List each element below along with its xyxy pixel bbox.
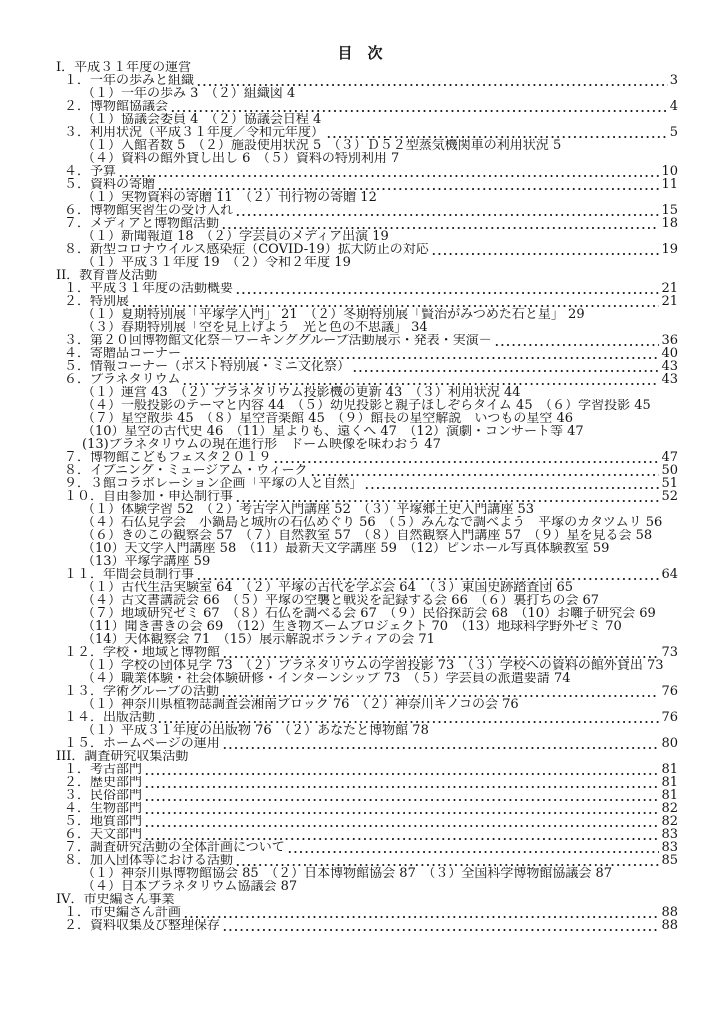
toc-subentry: （１）協議会委員 4 （２）協議会日程 4 bbox=[82, 113, 322, 126]
toc-entry-label: １．考古部門 bbox=[64, 763, 143, 776]
toc-entry-label: ２．博物館協議会 bbox=[64, 100, 169, 113]
toc-entry-label: １．一年の歩みと組織 bbox=[64, 74, 195, 87]
toc-entry-label: ３．民俗部門 bbox=[64, 789, 143, 802]
toc-subentry: （11）聞き書きの会 69 （12）生き物ズームプロジェクト 70 （13）地球科学野外ゼミ 70 bbox=[82, 620, 622, 633]
toc-entry bbox=[52, 919, 678, 932]
toc-subentry: （１）新聞報道 18 （２）学芸員のメディア出演 19 bbox=[82, 230, 389, 243]
toc-entry-label: １．市史編さん計画 bbox=[64, 906, 182, 919]
dot-leader bbox=[143, 763, 659, 776]
dot-leader bbox=[143, 815, 659, 828]
toc-subentry: （４）日本プラネタリウム協議会 87 bbox=[82, 880, 298, 893]
toc-entry-label: １０．自由参加・申込制行事 bbox=[64, 490, 234, 503]
dot-leader bbox=[430, 243, 660, 256]
toc-entry bbox=[52, 347, 678, 360]
page-number: 4 bbox=[669, 100, 678, 113]
page-number: 80 bbox=[661, 737, 678, 750]
toc-entry-label: ２．資料収集及び整理保存 bbox=[64, 919, 221, 932]
page-number: 10 bbox=[661, 165, 678, 178]
toc-entry bbox=[52, 568, 678, 581]
toc-entry bbox=[52, 776, 678, 789]
toc-subentry: （10）天文学入門講座 58 （11）最新天文学講座 59 （12）ピンホール写真体験教室 59 bbox=[82, 542, 610, 555]
dot-leader bbox=[195, 568, 659, 581]
section-heading: II．教育普及活動 bbox=[56, 269, 158, 282]
page-number: 82 bbox=[661, 815, 678, 828]
page-number: 52 bbox=[661, 490, 678, 503]
page-number: 15 bbox=[661, 204, 678, 217]
toc-subentry: （１）神奈川県博物館協会 85 （２）日本博物館協会 87 （３）全国科学博物館協議会 87 bbox=[82, 867, 613, 880]
dot-leader bbox=[286, 841, 660, 854]
toc-entry-label: ７．調査研究活動の全体計画について bbox=[64, 841, 285, 854]
toc-entry-label: １５．ホームページの運用 bbox=[64, 737, 220, 750]
toc-entry-label: １３．学術グループの活動 bbox=[64, 685, 219, 698]
toc-subentry: （４）職業体験・社会体験研修・インターンシップ 73 （５）学芸員の派遣要請 74 bbox=[82, 672, 571, 685]
page-number: 51 bbox=[661, 477, 678, 490]
toc-entry-label: ５．地質部門 bbox=[64, 815, 143, 828]
page-number: 47 bbox=[661, 451, 678, 464]
dot-leader bbox=[234, 204, 659, 217]
page-number: 40 bbox=[661, 347, 678, 360]
toc-subentry: （４）資料の館外貸し出し 6 （５）資料の特別利用 7 bbox=[82, 152, 400, 165]
toc-entry-label: ７．メディアと博物館活動 bbox=[64, 217, 219, 230]
dot-leader bbox=[169, 100, 668, 113]
dot-leader bbox=[182, 906, 659, 919]
toc-subentry: （１）平成３１年度 19 （２）令和２年度 19 bbox=[82, 256, 351, 269]
toc-subentry: （４）古文書講読会 66 （５）平塚の空襲と戦災を記録する会 66 （６）裏打ちの会 67 bbox=[82, 594, 600, 607]
dot-leader bbox=[351, 360, 659, 373]
dot-leader bbox=[220, 217, 659, 230]
toc-entry bbox=[52, 451, 678, 464]
toc-subentry: （１）学校の団体見学 73 （２）プラネタリウムの学習投影 73 （３）学校への資料の館外貸出 73 bbox=[82, 659, 664, 672]
toc-subentry: （１）入館者数 5 （２）施設使用状況 5 （３）Ｄ５２型蒸気機関車の利用状況 5 bbox=[82, 139, 562, 152]
page-number: 88 bbox=[661, 919, 678, 932]
dot-leader bbox=[234, 282, 659, 295]
toc-subentry: （３）春期特別展「空を見上げよう 光と色の不思議」 34 bbox=[82, 321, 428, 334]
toc-entry bbox=[52, 906, 678, 919]
toc-entry-label: ４．寄贈品コーナー bbox=[64, 347, 182, 360]
page-number: 21 bbox=[661, 282, 678, 295]
toc-subentry: （10）星空の古代史 46 （11）星よりも、遠くへ 47 （12）演劇・コンサート等 47 bbox=[82, 425, 584, 438]
toc-entry-label: ８．新型コロナウイルス感染症（COVID-19）拡大防止の対応 bbox=[64, 243, 429, 256]
page-number: 3 bbox=[669, 74, 678, 87]
toc-entry bbox=[52, 685, 678, 698]
toc-entry-label: ５．情報コーナー（ポスト特別展・ミニ文化祭） bbox=[64, 360, 351, 373]
table-of-contents bbox=[52, 61, 678, 932]
toc-entry bbox=[52, 100, 678, 113]
dot-leader bbox=[182, 347, 659, 360]
section-heading: IV．市史編さん事業 bbox=[56, 893, 175, 906]
page-number: 5 bbox=[669, 126, 678, 139]
toc-entry bbox=[52, 490, 678, 503]
page-number: 85 bbox=[661, 854, 678, 867]
toc-entry bbox=[52, 243, 678, 256]
page-number: 81 bbox=[661, 763, 678, 776]
page-number: 81 bbox=[661, 776, 678, 789]
page-number: 21 bbox=[661, 295, 678, 308]
toc-entry bbox=[52, 763, 678, 776]
toc-entry bbox=[52, 711, 678, 724]
page-number: 19 bbox=[661, 243, 678, 256]
toc-entry-label: １２．学校・地域と博物館 bbox=[64, 646, 221, 659]
dot-leader bbox=[221, 919, 659, 932]
dot-leader bbox=[156, 178, 659, 191]
toc-entry-label: ６．博物館実習生の受け入れ bbox=[64, 204, 234, 217]
dot-leader bbox=[143, 828, 659, 841]
dot-leader bbox=[143, 802, 659, 815]
page-number: 43 bbox=[661, 373, 678, 386]
toc-subentry: （１）実物資料の寄贈 11 （２）刊行物の寄贈 12 bbox=[82, 191, 377, 204]
toc-entry bbox=[52, 477, 678, 490]
toc-subentry: （１）夏期特別展「平塚学入門」 21 （２）冬期特別展「賢治がみつめた石と星」 29 bbox=[82, 308, 585, 321]
toc-entry-label: ５．資料の寄贈 bbox=[64, 178, 156, 191]
toc-entry-label: ３．第２０回博物館文化祭－ワーキンググループ活動展示・発表・実演－ bbox=[64, 334, 492, 347]
page-number: 83 bbox=[661, 828, 678, 841]
toc-entry-label: ８．イブニング・ミュージアム・ウィーク bbox=[64, 464, 308, 477]
toc-subentry: （７）星空散歩 45 （８）星空音楽館 45 （９）館長の星空解説 いつもの星空 46 bbox=[82, 412, 574, 425]
page-number: 83 bbox=[661, 841, 678, 854]
toc-subentry: （６）きのこの観察会 57 （７）自然教室 57 （８）自然観察入門講座 57 （９）星を見る会 58 bbox=[82, 529, 653, 542]
toc-entry-label: ３．利用状況（平成３１年度／令和元年度） bbox=[64, 126, 325, 139]
toc-subentry: （１）神奈川県植物誌調査会湘南ブロック 76 （２）神奈川キノコの会 76 bbox=[82, 698, 519, 711]
toc-entry bbox=[52, 789, 678, 802]
dot-leader bbox=[117, 165, 659, 178]
toc-entry bbox=[52, 854, 678, 867]
toc-entry-label: ４．予算 bbox=[64, 165, 117, 178]
toc-subentry: （１）体験学習 52 （２）考古学入門講座 52 （３）平塚郷土史入門講座 53 bbox=[82, 503, 535, 516]
dot-leader bbox=[195, 74, 668, 87]
page-number: 76 bbox=[661, 685, 678, 698]
toc-entry bbox=[52, 360, 678, 373]
page-number: 64 bbox=[661, 568, 678, 581]
toc-title: 目 次 bbox=[337, 44, 383, 62]
toc-entry-label: １．平成３１年度の活動概要 bbox=[64, 282, 234, 295]
dot-leader bbox=[143, 789, 659, 802]
toc-entry bbox=[52, 204, 678, 217]
toc-entry bbox=[52, 815, 678, 828]
dot-leader bbox=[220, 685, 659, 698]
toc-entry bbox=[52, 737, 678, 750]
toc-subentry: （７）地域研究ゼミ 67 （８）石仏を調べる会 67 （９）民俗探訪会 68 （10）お囃子研究会 69 bbox=[82, 607, 656, 620]
toc-entry bbox=[52, 841, 678, 854]
dot-leader bbox=[234, 490, 659, 503]
toc-entry-label: ９．３館コラボレーション企画「平塚の人と自然」 bbox=[64, 477, 363, 490]
toc-entry-label: １１．年間会員制行事 bbox=[64, 568, 195, 581]
toc-subentry: （４）一般投影のテーマと内容 44 （５）幼児投影と親子ほしぞらタイム 45 （６）学習投影 45 bbox=[82, 399, 651, 412]
toc-entry bbox=[52, 373, 678, 386]
toc-entry bbox=[52, 802, 678, 815]
page-number: 88 bbox=[661, 906, 678, 919]
toc-entry-label: ７．博物館こどもフェスタ２０１９ bbox=[64, 451, 272, 464]
page-number: 76 bbox=[661, 711, 678, 724]
toc-entry bbox=[52, 126, 678, 139]
toc-entry bbox=[52, 334, 678, 347]
toc-entry-label: ４．生物部門 bbox=[64, 802, 143, 815]
toc-entry-label: １４．出版活動 bbox=[64, 711, 156, 724]
page-number: 82 bbox=[661, 802, 678, 815]
page-number: 36 bbox=[661, 334, 678, 347]
dot-leader bbox=[143, 776, 659, 789]
dot-leader bbox=[272, 451, 659, 464]
page-number: 43 bbox=[661, 360, 678, 373]
dot-leader bbox=[221, 646, 659, 659]
section-heading: I．平成３１年度の運営 bbox=[56, 61, 192, 74]
dot-leader bbox=[234, 854, 659, 867]
page-number: 73 bbox=[661, 646, 678, 659]
toc-entry bbox=[52, 646, 678, 659]
dot-leader bbox=[156, 711, 659, 724]
page-number: 50 bbox=[661, 464, 678, 477]
toc-entry bbox=[52, 828, 678, 841]
toc-entry-label: ２．歴史部門 bbox=[64, 776, 143, 789]
toc-entry-label: ６．天文部門 bbox=[64, 828, 143, 841]
toc-subentry: （１）運営 43 （２）プラネタリウム投影機の更新 43 （３）利用状況 44 bbox=[82, 386, 521, 399]
toc-entry-label: ２．特別展 bbox=[64, 295, 130, 308]
toc-entry bbox=[52, 178, 678, 191]
toc-subentry: (13)プラネタリウムの現在進行形 ドーム映像を味わおう 47 bbox=[82, 438, 441, 451]
toc-entry bbox=[52, 217, 678, 230]
dot-leader bbox=[181, 373, 659, 386]
dot-leader bbox=[325, 126, 668, 139]
dot-leader bbox=[130, 295, 659, 308]
dot-leader bbox=[221, 737, 660, 750]
toc-subentry: （４）石仏見学会 小鍋島と城所の石仏めぐり 56 （５）みんなで調べよう 平塚のカタツムリ 56 bbox=[82, 516, 663, 529]
toc-subentry: （14）天体観察会 71 （15）展示解説ボランティアの会 71 bbox=[82, 633, 435, 646]
toc-entry-label: ８．加入団体等における活動 bbox=[64, 854, 234, 867]
page-number: 11 bbox=[661, 178, 678, 191]
toc-entry bbox=[52, 74, 678, 87]
page-number: 18 bbox=[661, 217, 678, 230]
toc-entry bbox=[52, 282, 678, 295]
toc-subentry: （１）一年の歩み 3 （２）組織図 4 bbox=[82, 87, 296, 100]
section-heading: III．調査研究収集活動 bbox=[56, 750, 189, 763]
toc-entry bbox=[52, 464, 678, 477]
dot-leader bbox=[309, 464, 660, 477]
toc-entry bbox=[52, 165, 678, 178]
toc-subentry: （１）平成３１年度の出版物 76 （２）あなたと博物館 78 bbox=[82, 724, 429, 737]
toc-entry-label: ６．プラネタリウム bbox=[64, 373, 181, 386]
toc-subentry: （13）平塚学講座 59 bbox=[82, 555, 211, 568]
toc-entry bbox=[52, 295, 678, 308]
dot-leader bbox=[493, 334, 660, 347]
page-number: 81 bbox=[661, 789, 678, 802]
toc-subentry: （１）古代生活実験室 64 （２）平塚の古代を学ぶ会 64 （３）東国史跡踏査団 65 bbox=[82, 581, 574, 594]
dot-leader bbox=[363, 477, 659, 490]
